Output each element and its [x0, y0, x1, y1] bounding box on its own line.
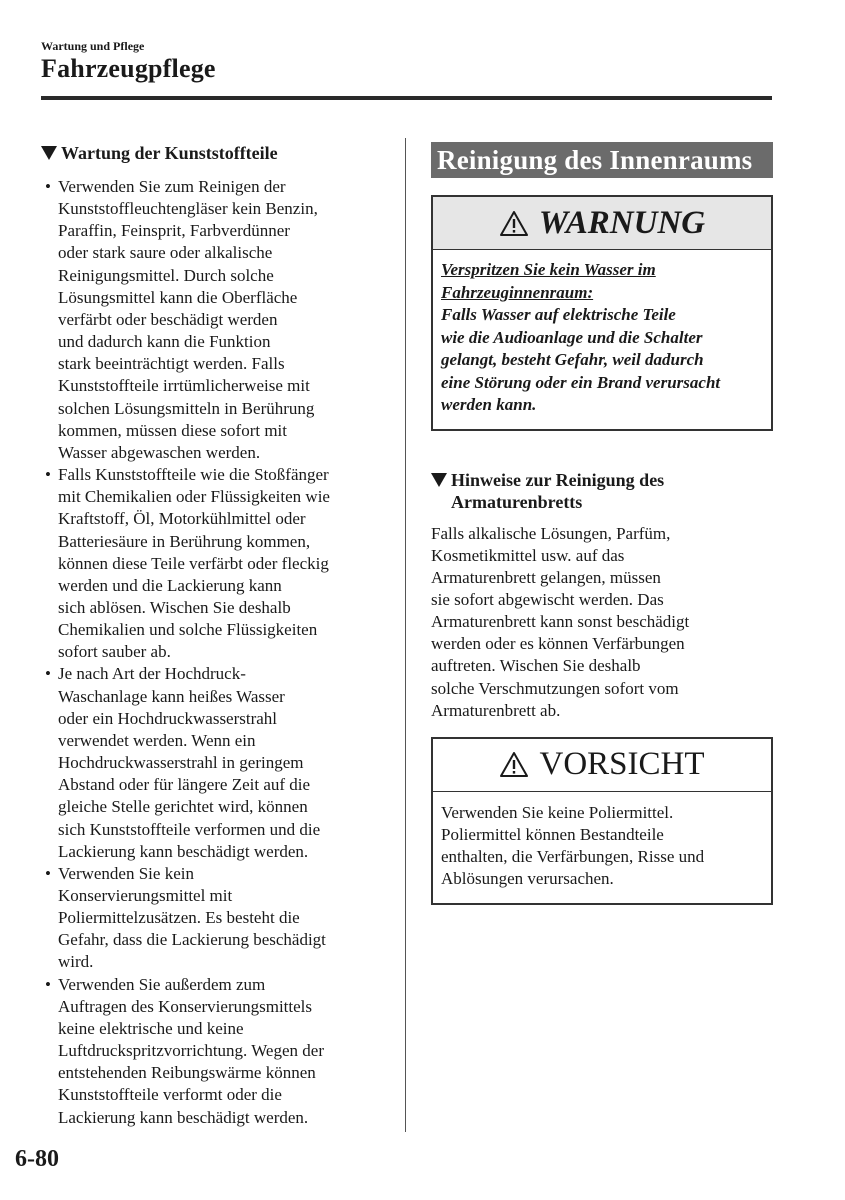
bullet-line: kommen, müssen diese sofort mit: [58, 420, 288, 440]
section-banner: Reinigung des Innenraums: [431, 142, 773, 178]
list-item: [41, 974, 391, 1129]
bullet-line: Batteriesäure in Berührung kommen,: [58, 531, 311, 551]
warning-line: Falls Wasser auf elektrische Teile: [441, 305, 676, 324]
bullet-line: Kunststoffteile verformt oder die: [58, 1085, 282, 1105]
bullet-dot-icon: •: [45, 177, 51, 196]
title-rule: [41, 96, 772, 100]
dashboard-paragraph: [431, 523, 773, 722]
bullet-line: Gefahr, dass die Lackierung beschädigt: [58, 930, 326, 950]
caution-body: [433, 792, 771, 903]
bullet-line: sich ablösen. Wischen Sie deshalb: [58, 597, 291, 617]
bullet-line: Lackierung kann beschädigt werden.: [58, 841, 309, 861]
text-line: Armaturenbrett gelangen, müssen: [431, 567, 661, 587]
bullet-line: Verwenden Sie außerdem zum: [58, 974, 266, 994]
bullet-line: Kraftstoff, Öl, Motorkühlmittel oder: [58, 509, 306, 529]
list-item: [41, 464, 391, 663]
heading-text: Wartung der Kunststoffteile: [61, 143, 278, 163]
text-line: Kosmetikmittel usw. auf das: [431, 545, 625, 565]
bullet-line: verfärbt oder beschädigt werden: [58, 309, 278, 329]
bullet-line: entstehenden Reibungswärme können: [58, 1063, 316, 1083]
warning-line: werden kann.: [441, 395, 537, 414]
bullet-line: oder stark saure oder alkalische: [58, 243, 273, 263]
warning-line: wie die Audioanlage und die Schalter: [441, 327, 703, 347]
bullet-line: Verwenden Sie zum Reinigen der: [58, 177, 286, 196]
bullet-line: Verwenden Sie kein: [58, 863, 194, 883]
bullet-line: können diese Teile verfärbt oder fleckig: [58, 553, 329, 573]
right-column: [431, 142, 773, 905]
warning-line: Verspritzen Sie kein Wasser im: [441, 260, 656, 279]
bullet-line: mit Chemikalien oder Flüssigkeiten wie: [58, 487, 330, 507]
bullet-dot-icon: •: [45, 863, 51, 883]
bullet-line: stark beeinträchtigt werden. Falls: [58, 354, 285, 374]
bullet-line: Lackierung kann beschädigt werden.: [58, 1107, 309, 1127]
bullet-line: Hochdruckwasserstrahl in geringem: [58, 753, 304, 773]
text-line: enthalten, die Verfärbungen, Risse und: [441, 847, 705, 867]
bullet-dot-icon: •: [45, 465, 51, 485]
column-divider: [405, 138, 406, 1132]
caution-box: [431, 737, 773, 905]
bullet-line: keine elektrische und keine: [58, 1018, 244, 1038]
list-item: [41, 176, 391, 464]
triangle-down-icon: [431, 473, 447, 487]
bullet-line: sich Kunststoffteile verformen und die: [58, 819, 321, 839]
bullet-line: Wasser abgewaschen werden.: [58, 442, 261, 462]
bullet-line: Lösungsmittel kann die Oberfläche: [58, 287, 298, 307]
bullet-line: Waschanlage kann heißes Wasser: [58, 686, 285, 706]
text-line: sie sofort abgewischt werden. Das: [431, 589, 664, 609]
bullet-line: Auftragen des Konservierungsmittels: [58, 996, 312, 1016]
warning-header: [433, 197, 771, 250]
text-line: Verwenden Sie keine Poliermittel.: [441, 802, 674, 822]
bullet-line: wird.: [58, 952, 94, 972]
caution-label: VORSICHT: [539, 746, 705, 783]
bullet-line: solchen Lösungsmitteln in Berührung: [58, 398, 315, 418]
bullet-line: sofort sauber ab.: [58, 642, 171, 662]
bullet-line: Poliermittelzusätzen. Es besteht die: [58, 908, 300, 928]
warning-box: [431, 195, 773, 431]
section-heading-plastic-parts: [41, 142, 391, 164]
bullet-line: Paraffin, Feinsprit, Farbverdünner: [58, 221, 290, 241]
bullet-line: Kunststoffteile irrtümlicherweise mit: [58, 376, 310, 396]
bullet-line: Konservierungsmittel mit: [58, 886, 233, 905]
heading-text: Hinweise zur Reinigung des Armaturenbretts: [451, 469, 665, 512]
bullet-line: Falls Kunststoffteile wie die Stoßfänger: [58, 465, 329, 485]
breadcrumb: Wartung und Pflege: [41, 39, 145, 53]
text-line: Armaturenbrett ab.: [431, 700, 561, 720]
bullet-line: Abstand oder für längere Zeit auf die: [58, 775, 311, 795]
bullet-line: Chemikalien und solche Flüssigkeiten: [58, 620, 318, 640]
bullet-dot-icon: •: [45, 664, 51, 684]
bullet-line: oder ein Hochdruckwasserstrahl: [58, 708, 278, 728]
bullet-line: werden und die Lackierung kann: [58, 575, 282, 595]
text-line: solche Verschmutzungen sofort vom: [431, 678, 679, 698]
page-title: Fahrzeugpflege: [41, 54, 216, 83]
bullet-list: [41, 176, 391, 1129]
warning-line: gelangt, besteht Gefahr, weil dadurch: [441, 350, 704, 369]
warning-triangle-icon: [499, 751, 529, 778]
warning-body: [433, 250, 771, 429]
bullet-line: Kunststoffleuchtengläser kein Benzin,: [58, 199, 318, 219]
bullet-line: gleiche Stelle gerichtet wird, können: [58, 797, 308, 817]
bullet-line: Reinigungsmittel. Durch solche: [58, 265, 274, 285]
bullet-dot-icon: •: [45, 974, 51, 994]
left-column: [41, 142, 391, 1129]
list-item: [41, 663, 391, 862]
section-heading-dashboard: [431, 469, 773, 513]
bullet-line: und dadurch kann die Funktion: [58, 332, 271, 352]
warning-triangle-icon: [499, 210, 529, 237]
list-item: [41, 863, 391, 974]
text-line: Armaturenbrett kann sonst beschädigt: [431, 612, 690, 632]
text-line: Poliermittel können Bestandteile: [441, 825, 664, 845]
text-line: auftreten. Wischen Sie deshalb: [431, 656, 641, 676]
warning-line: Fahrzeuginnenraum:: [441, 282, 594, 302]
warning-label: WARNUNG: [538, 204, 706, 241]
bullet-line: verwendet werden. Wenn ein: [58, 730, 256, 750]
page-number: 6-80: [15, 1146, 59, 1172]
warning-line: eine Störung oder ein Brand verursacht: [441, 372, 721, 392]
bullet-line: Je nach Art der Hochdruck-: [58, 664, 246, 684]
text-line: Falls alkalische Lösungen, Parfüm,: [431, 523, 671, 543]
caution-header: [433, 739, 771, 792]
text-line: Ablösungen verursachen.: [441, 869, 614, 889]
text-line: werden oder es können Verfärbungen: [431, 634, 685, 654]
bullet-line: Luftdruckspritzvorrichtung. Wegen der: [58, 1041, 324, 1061]
triangle-down-icon: [41, 146, 57, 160]
